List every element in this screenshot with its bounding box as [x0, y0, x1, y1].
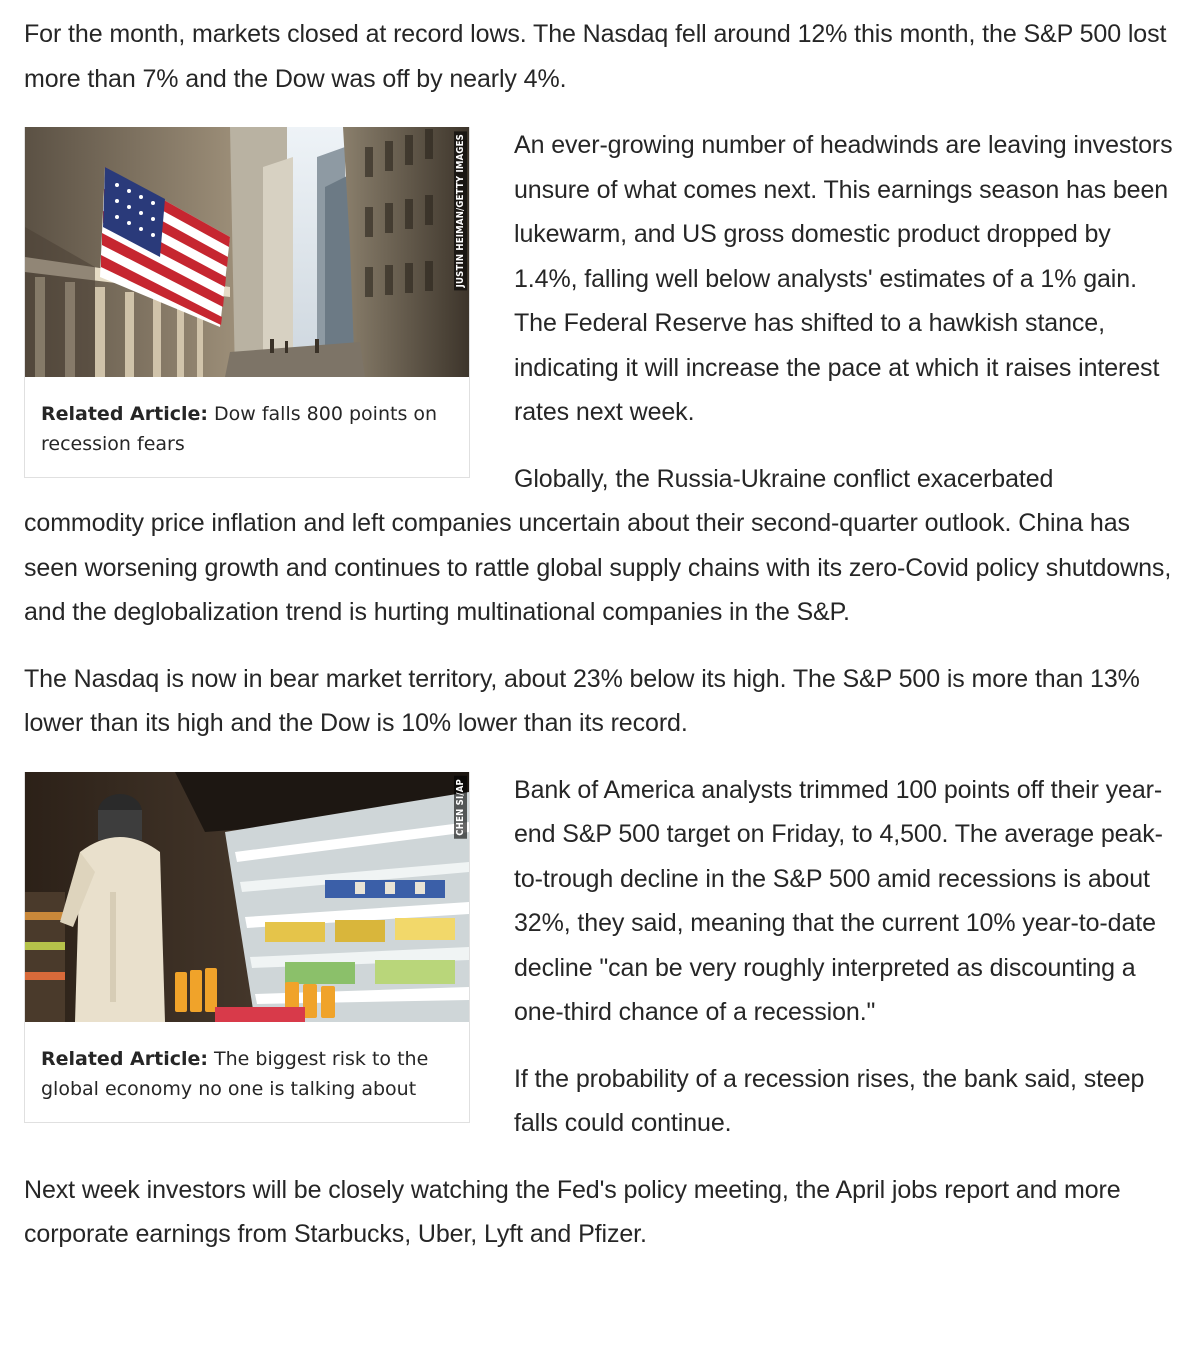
paragraph-recession-probability: If the probability of a recession rises, the bank said, steep falls could continue. [514, 1064, 1145, 1137]
paragraph-market-close: For the month, markets closed at record lows. The Nasdaq fell around 12% this month, the S&P 500 lost more than 7% and the Dow was off by nearly 4%. [24, 20, 1167, 93]
photo-credit: CHEN SI/AP [454, 776, 467, 839]
related-article-link[interactable]: Dow falls 800 points on recession fears [41, 403, 438, 455]
paragraph-next-week: Next week investors will be closely watching the Fed's policy meeting, the April jobs report and more corporate earnings from Starbucks, Uber, Lyft and Pfizer. [24, 1175, 1121, 1248]
related-article-image-supermarket[interactable] [25, 772, 469, 1022]
paragraph-bank-of-america: Bank of America analysts trimmed 100 points off their year-end S&P 500 target on Friday, to 4,500. The average peak-to-trough decline in the S&P 500 amid recessions is about 32%, they said, meaning that the current 10% year-to-date decline "can be very roughly interpreted as discounting a one-third chance of a recession." [514, 775, 1163, 1026]
related-article-label: Related Article: [41, 403, 208, 425]
related-article-link[interactable]: The biggest risk to the global economy no one is talking about [41, 1047, 429, 1100]
paragraph-global-conflict: Globally, the Russia-Ukraine conflict exacerbated commodity price inflation and left companies uncertain about their second-quarter outlook. China has seen worsening growth and continues to rattle global supply chains with its zero-Covid policy shutdowns, and the deglobalization trend is hurting multinational companies in the S&P. [24, 464, 1172, 626]
related-article-caption[interactable] [25, 1022, 469, 1122]
related-article-image-wall-street[interactable] [25, 127, 469, 377]
article-body [24, 12, 1180, 1279]
photo-credit: JUSTIN HEIMAN/GETTY IMAGES [454, 131, 467, 290]
related-article-label: Related Article: [41, 1047, 208, 1070]
supermarket-photo-icon [25, 772, 469, 1022]
related-article-caption[interactable] [25, 377, 469, 477]
related-article-card-economy[interactable] [24, 772, 470, 1123]
wall-street-photo-icon [25, 127, 469, 377]
paragraph-bear-market: The Nasdaq is now in bear market territory, about 23% below its high. The S&P 500 is more than 13% lower than its high and the Dow is 10% lower than its record. [24, 664, 1140, 737]
paragraph-headwinds: An ever-growing number of headwinds are leaving investors unsure of what comes next. This earnings season has been lukewarm, and US gross domestic product dropped by 1.4%, falling well below analysts' estimates of a 1% gain. The Federal Reserve has shifted to a hawkish stance, indicating it will increase the pace at which it raises interest rates next week. [514, 131, 1173, 426]
related-article-card-dow[interactable] [24, 127, 470, 478]
